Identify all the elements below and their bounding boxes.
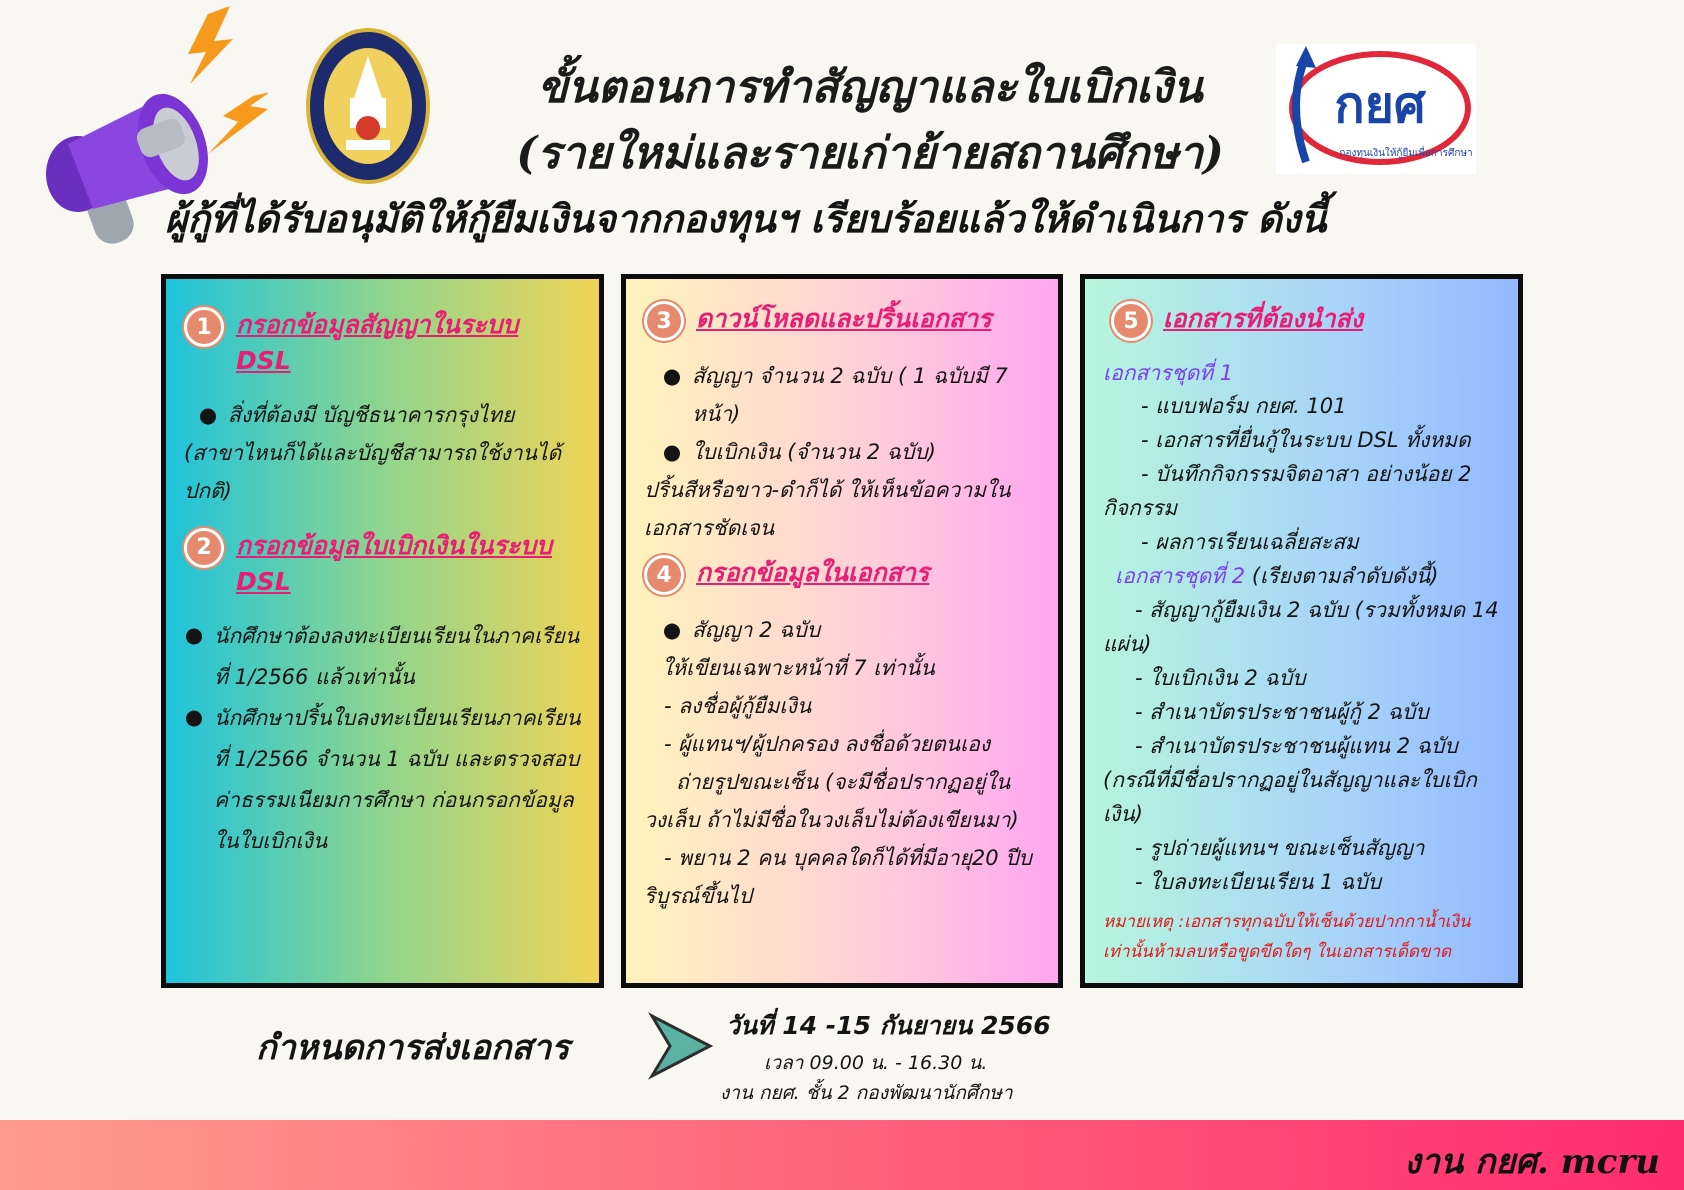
deadline-date: วันที่ 14 -15 กันยายน 2566 [726,1011,1051,1040]
deadline-place: งาน กยศ. ชั้น 2 กองพัฒนานักศึกษา [720,1082,1013,1104]
page-title-line2: (รายใหม่และรายเก่าย้ายสถานศึกษา) [516,128,1224,179]
page-title: ขั้นตอนการทำสัญญาและใบเบิกเงิน [537,62,1203,113]
step4-heading [644,555,1040,595]
set1-item-4: - ผลการเรียนเฉลี่ยสะสม [1141,530,1359,554]
bullet-icon: ● [662,364,682,388]
step4-line-4: ถ่ายรูปขณะเซ็น (จะมีชื่อปรากฏอยู่ในวงเล็บ ถ้าไม่มีชื่อในวงเล็บไม่ต้องเขียนมา) [644,770,1019,832]
step2-bullet-2-text: นักศึกษาปริ้นใบลงทะเบียนเรียนภาคเรียนที่ 1/2566 จำนวน 1 ฉบับ และตรวจสอบค่าธรรมเนียมการศึกษา ก่อนกรอกข้อมูลในใบเบิกเงิน [214,706,581,853]
step3-text: ปริ้นสีหรือขาว-ดำก็ได้ ให้เห็นข้อความในเอกสารชัดเจน [644,478,1011,540]
step4-bullet-text: สัญญา 2 ฉบับ [692,618,821,642]
set1-label: เอกสารชุดที่ 1 [1103,361,1234,385]
page-subtitle: ผู้กู้ที่ได้รับอนุมัติให้กู้ยืมเงินจากกองทุนฯ เรียบร้อยแล้วให้ดำเนินการ ดังนี้ [165,196,1327,241]
step4-number-badge: 4 [644,555,684,595]
step1-number-badge: 1 [184,307,224,347]
set2-heading [1103,559,1500,593]
set2-item-2: - ใบเบิกเงิน 2 ฉบับ [1135,666,1306,690]
panel-step-5 [1080,274,1523,988]
set1-item-1: - แบบฟอร์ม กยศ. 101 [1141,394,1347,418]
step2-heading [184,528,581,601]
step2-title: กรอกข้อมูลใบเบิกเงินในระบบ DSL [236,530,552,596]
step3-bullet-2-text: ใบเบิกเงิน (จำนวน 2 ฉบับ) [692,440,936,464]
step2-bullet-2 [184,698,581,862]
step4-line-1: ให้เขียนเฉพาะหน้าที่ 7 เท่านั้น [662,656,935,680]
step1-text: (สาขาไหนก็ได้และบัญชีสามารถใช้งานได้ปกติ) [184,440,562,503]
bullet-icon: ● [198,402,218,427]
step5-number-badge: 5 [1111,301,1151,341]
deadline-label: กำหนดการส่งเอกสาร [256,1028,570,1068]
step2-bullet-1-text: นักศึกษาต้องลงทะเบียนเรียนในภาคเรียนที่ 1/2566 แล้วเท่านั้น [214,624,580,689]
step3-bullet-1 [644,357,1040,433]
step4-line-3: - ผู้แทนฯ/ผู้ปกครอง ลงชื่อด้วยตนเอง [664,732,991,756]
bullet-icon: ● [184,623,204,647]
step4-line-2: - ลงชื่อผู้กู้ยืมเงิน [664,694,812,718]
step3-number-badge: 3 [644,301,684,341]
set2-item-1: - สัญญากู้ยืมเงิน 2 ฉบับ (รวมทั้งหมด 14 แผ่น) [1103,598,1499,656]
remark-note: หมายเหตุ :เอกสารทุกฉบับให้เซ็นด้วยปากกาน้ำเงิน เท่านั้นห้ามลบหรือขูดขีดใดๆ ในเอกสารเด็ดขาด [1103,912,1471,962]
set2-label: เอกสารชุดที่ 2 [1115,564,1246,588]
slf-logo-caption: กองทุนเงินให้กู้ยืมเพื่อการศึกษา [1339,148,1473,159]
bullet-icon: ● [184,705,204,729]
step2-number-badge: 2 [184,528,224,568]
set1-item-3: - บันทึกกิจกรรมจิตอาสา อย่างน้อย 2 กิจกรรม [1103,462,1472,520]
set2-item-3: - สำเนาบัตรประชาชนผู้กู้ 2 ฉบับ [1135,700,1429,724]
set2-item-6: - ใบลงทะเบียนเรียน 1 ฉบับ [1135,870,1382,894]
step1-heading [184,307,581,380]
step4-bullet [644,611,1040,649]
slf-logo-text: กยศ [1334,76,1426,134]
deadline-time: เวลา 09.00 น. - 16.30 น. [764,1052,988,1074]
step3-title: ดาวน์โหลดและปริ้นเอกสาร [696,304,992,333]
step4-title: กรอกข้อมูลในเอกสาร [696,558,930,587]
footer-bar [0,1120,1684,1190]
step1-bullet-text: สิ่งที่ต้องมี บัญชีธนาคารกรุงไทย [228,402,515,427]
arrow-right-icon [648,1012,714,1080]
step1-title: กรอกข้อมูลสัญญาในระบบ DSL [236,310,519,376]
step3-heading [644,301,1040,341]
bullet-icon: ● [662,440,682,464]
bullet-icon: ● [662,618,682,642]
panel-steps-3-4 [621,274,1063,988]
step4-line-5: - พยาน 2 คน บุคคลใดก็ได้ที่มีอายุ20 ปีบริบูรณ์ขึ้นไป [644,846,1032,908]
slf-logo [1276,44,1476,174]
step3-bullet-1-text: สัญญา จำนวน 2 ฉบับ ( 1 ฉบับมี 7 หน้า) [692,364,1008,426]
panel-steps-1-2 [161,274,604,988]
university-seal-logo [306,28,430,184]
set2-suffix: (เรียงตามลำดับดังนี้) [1245,564,1439,588]
set2-item-4: - สำเนาบัตรประชาชนผู้แทน 2 ฉบับ (กรณีที่มีชื่อปรากฏอยู่ในสัญญาและใบเบิกเงิน) [1103,734,1477,826]
step5-heading [1111,301,1500,341]
step3-bullet-2 [644,433,1040,471]
step5-title: เอกสารที่ต้องนำส่ง [1163,304,1363,333]
set1-item-2: - เอกสารที่ยื่นกู้ในระบบ DSL ทั้งหมด [1141,428,1471,452]
step2-bullet-1 [184,616,581,698]
step1-bullet [184,396,581,434]
set2-item-5: - รูปถ่ายผู้แทนฯ ขณะเซ็นสัญญา [1135,836,1425,860]
footer-text: งาน กยศ. mcru [1404,1142,1660,1182]
